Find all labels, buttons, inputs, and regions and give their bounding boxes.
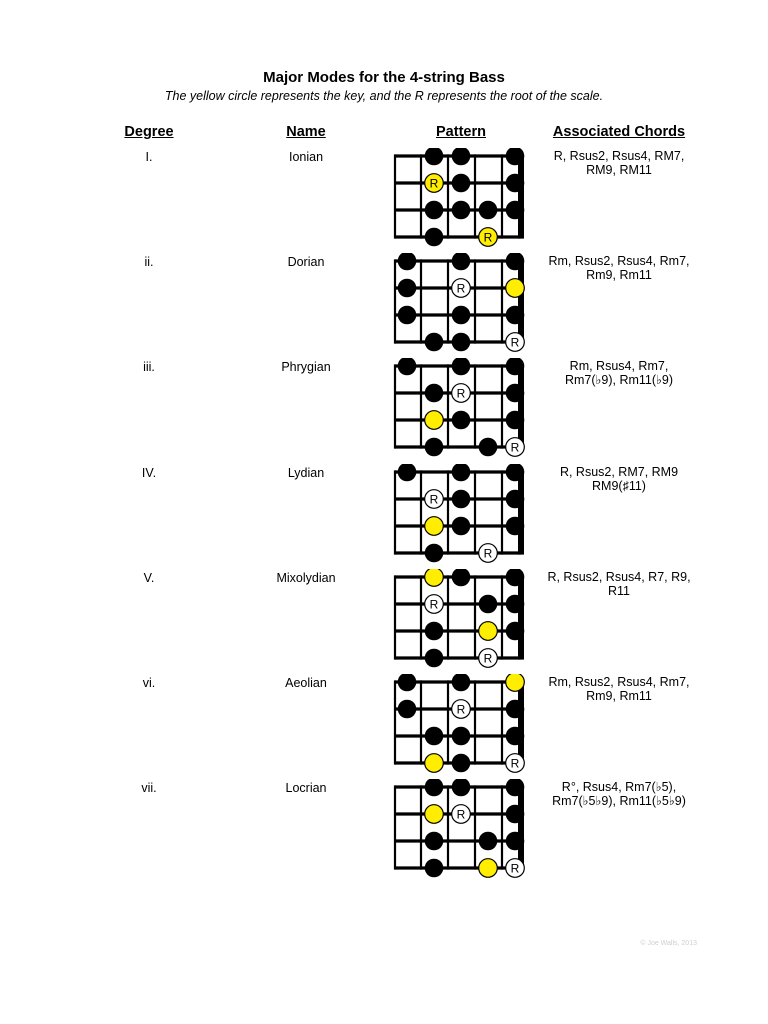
mode-degree: IV. <box>141 465 157 480</box>
note-dot <box>506 384 525 403</box>
note-dot <box>452 174 471 193</box>
note-dot <box>398 674 417 691</box>
note-dot <box>452 464 471 481</box>
note-dot <box>506 727 525 746</box>
chord-line: R11 <box>607 583 630 598</box>
mode-name: Locrian <box>285 781 327 796</box>
fretboard-diagram <box>390 253 530 353</box>
note-dot <box>398 306 417 325</box>
column-header-chords: Associated Chords <box>552 124 686 140</box>
fretboard-svg <box>390 148 530 248</box>
fretboard-diagram <box>390 569 530 669</box>
copyright-notice: © Joe Walls, 2013 <box>640 940 697 947</box>
mode-name: Mixolydian <box>276 570 336 585</box>
column-header-name: Name <box>286 124 326 140</box>
root-label: R <box>456 807 466 822</box>
root-label: R <box>510 861 520 876</box>
note-dot <box>452 779 471 796</box>
note-dot <box>425 859 444 878</box>
key-note-dot <box>425 411 444 430</box>
root-label: R <box>456 702 466 717</box>
fretboard-diagram <box>390 148 530 248</box>
note-dot <box>452 754 471 773</box>
note-dot <box>452 569 471 586</box>
key-note-dot <box>425 569 444 586</box>
nut-bar <box>518 470 524 554</box>
chord-line: Rm, Rsus2, Rsus4, Rm7, <box>548 675 690 689</box>
key-note-dot <box>479 621 498 640</box>
note-dot <box>425 201 444 220</box>
note-dot <box>452 516 471 535</box>
note-dot <box>398 464 417 481</box>
nut-bar <box>518 786 524 870</box>
note-dot <box>452 489 471 508</box>
key-note-dot <box>479 859 498 878</box>
nut-bar <box>518 365 524 449</box>
note-dot <box>452 333 471 352</box>
key-note-dot <box>506 279 525 298</box>
root-label: R <box>510 756 520 771</box>
fretboard-diagram <box>390 464 530 564</box>
mode-row <box>0 674 768 779</box>
note-dot <box>425 543 444 562</box>
root-label: R <box>429 597 439 612</box>
mode-name: Phrygian <box>281 360 331 375</box>
fretboard-svg <box>390 779 530 879</box>
mode-row <box>0 253 768 358</box>
note-dot <box>506 306 525 325</box>
mode-degree: iii. <box>143 360 155 375</box>
note-dot <box>425 727 444 746</box>
mode-row <box>0 569 768 674</box>
root-label: R <box>483 651 493 666</box>
nut-bar <box>518 575 524 659</box>
note-dot <box>452 358 471 375</box>
note-dot <box>506 489 525 508</box>
column-header-pattern: Pattern <box>436 124 486 140</box>
fretboard-svg <box>390 358 530 458</box>
note-dot <box>479 201 498 220</box>
root-label: R <box>510 440 520 455</box>
key-note-dot <box>425 516 444 535</box>
key-note-dot <box>425 805 444 824</box>
mode-chords <box>534 465 704 493</box>
note-dot <box>425 333 444 352</box>
note-dot <box>398 358 417 375</box>
note-dot <box>479 832 498 851</box>
root-label: R <box>456 386 466 401</box>
note-dot <box>452 306 471 325</box>
root-label: R <box>429 176 439 191</box>
chord-line: RM9, RM11 <box>586 163 652 177</box>
note-dot <box>506 594 525 613</box>
note-dot <box>452 148 471 165</box>
note-dot <box>425 148 444 165</box>
mode-chords <box>534 675 704 703</box>
mode-name: Dorian <box>287 255 325 270</box>
chord-line: Rm, Rsus4, Rm7, <box>569 359 669 374</box>
note-dot <box>506 411 525 430</box>
nut-bar <box>518 680 524 764</box>
root-label: R <box>483 230 493 245</box>
note-dot <box>452 411 471 430</box>
note-dot <box>452 727 471 746</box>
chord-line: R, Rsus2, RM7, RM9 <box>559 464 679 479</box>
mode-name: Lydian <box>287 465 325 480</box>
key-note-dot <box>506 674 525 691</box>
note-dot <box>425 648 444 667</box>
root-label: R <box>510 335 520 350</box>
note-dot <box>479 438 498 457</box>
mode-degree: V. <box>143 570 155 585</box>
note-dot <box>425 779 444 796</box>
mode-row <box>0 779 768 884</box>
note-dot <box>506 621 525 640</box>
note-dot <box>425 621 444 640</box>
chord-line: R°, Rsus4, Rm7(♭5), <box>561 780 677 795</box>
chord-line: R, Rsus2, Rsus4, RM7, <box>553 149 685 163</box>
mode-chords <box>534 780 704 808</box>
page-title: Major Modes for the 4-string Bass <box>263 69 505 86</box>
fretboard-diagram <box>390 779 530 879</box>
note-dot <box>506 201 525 220</box>
note-dot <box>506 516 525 535</box>
note-dot <box>506 700 525 719</box>
mode-row <box>0 464 768 569</box>
mode-degree: I. <box>145 150 153 164</box>
fretboard-diagram <box>390 358 530 458</box>
mode-row <box>0 358 768 463</box>
note-dot <box>506 832 525 851</box>
chord-line: Rm, Rsus2, Rsus4, Rm7, <box>548 254 690 269</box>
chord-line: Rm9, Rm11 <box>586 689 652 703</box>
mode-degree: ii. <box>144 255 154 270</box>
note-dot <box>425 384 444 403</box>
nut-bar <box>518 260 524 344</box>
key-note-dot <box>425 754 444 773</box>
root-label: R <box>429 492 439 507</box>
page-subtitle: The yellow circle represents the key, and the R represents the root of the scale. <box>164 89 604 103</box>
note-dot <box>452 674 471 691</box>
fretboard-svg <box>390 464 530 564</box>
note-dot <box>398 253 417 270</box>
column-header-degree: Degree <box>124 124 174 140</box>
note-dot <box>452 253 471 270</box>
chord-line: Rm7(♭5♭9), Rm11(♭5♭9) <box>552 794 686 809</box>
note-dot <box>398 700 417 719</box>
note-dot <box>506 174 525 193</box>
chord-line: RM9(♯11) <box>592 478 646 493</box>
note-dot <box>506 805 525 824</box>
fretboard-svg <box>390 674 530 774</box>
mode-name: Aeolian <box>285 676 327 690</box>
nut-bar <box>518 154 524 238</box>
root-label: R <box>456 281 466 296</box>
chord-line: R, Rsus2, Rsus4, R7, R9, <box>547 569 691 584</box>
mode-chords <box>534 254 704 282</box>
chord-line: Rm7(♭9), Rm11(♭9) <box>564 373 674 388</box>
mode-degree: vii. <box>141 781 157 796</box>
mode-chords <box>534 149 704 177</box>
root-label: R <box>483 546 493 561</box>
mode-degree: vi. <box>142 676 156 690</box>
note-dot <box>452 201 471 220</box>
fretboard-svg <box>390 253 530 353</box>
note-dot <box>398 279 417 298</box>
mode-row <box>0 148 768 253</box>
mode-chords <box>534 359 704 387</box>
mode-name: Ionian <box>288 150 324 164</box>
chord-line: Rm9, Rm11 <box>586 268 652 283</box>
note-dot <box>479 594 498 613</box>
note-dot <box>425 228 444 247</box>
mode-chords <box>534 570 704 598</box>
note-dot <box>425 832 444 851</box>
note-dot <box>425 438 444 457</box>
fretboard-svg <box>390 569 530 669</box>
fretboard-diagram <box>390 674 530 774</box>
